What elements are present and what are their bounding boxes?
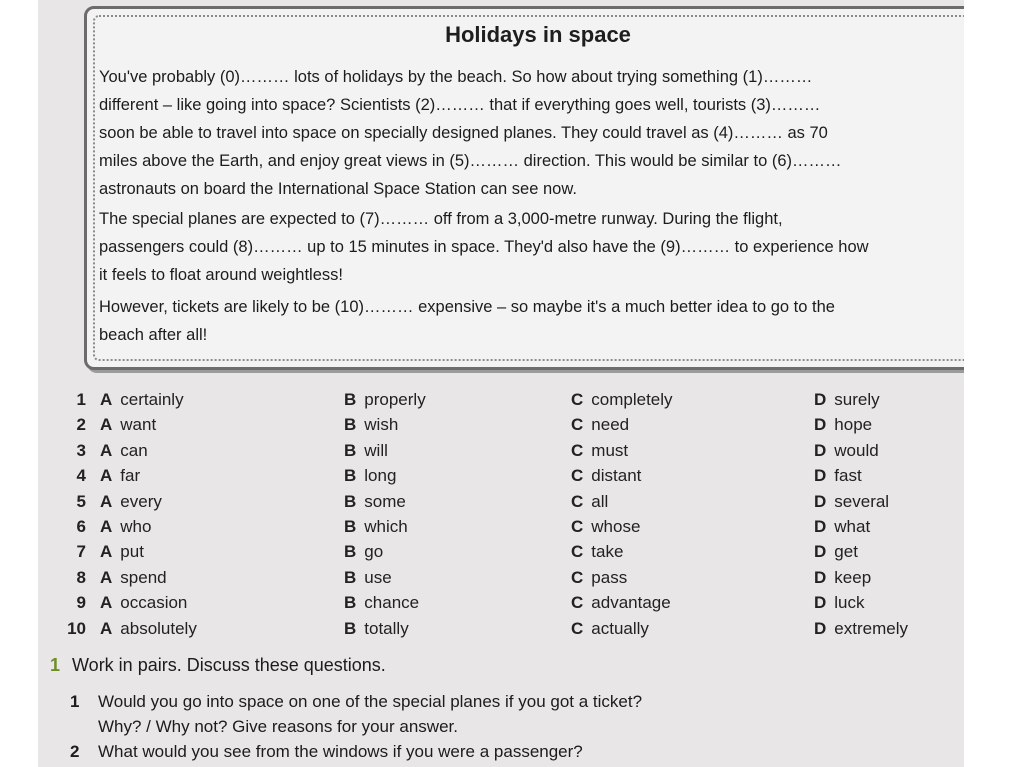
option-letter: D xyxy=(814,567,827,587)
option-word: properly xyxy=(364,390,426,409)
option-b xyxy=(344,619,409,639)
option-a xyxy=(100,466,140,486)
option-letter: B xyxy=(344,390,357,409)
question-text: Would you go into space on one of the special planes if you got a ticket? xyxy=(98,692,643,711)
option-row xyxy=(38,517,964,541)
paragraph-line: However, tickets are likely to be (10)……… expensive – so maybe it's a much better idea to go to the xyxy=(99,298,835,316)
option-letter: D xyxy=(814,466,827,486)
option-number: 5 xyxy=(76,491,86,511)
article-paragraph-1 xyxy=(99,63,979,203)
option-word: whose xyxy=(591,517,641,536)
option-b xyxy=(344,492,406,512)
paragraph-line: astronauts on board the International Space Station can see now. xyxy=(99,180,577,198)
option-word: go xyxy=(364,542,384,562)
paragraph-line: passengers could (8)……… up to 15 minutes in space. They'd also have the (9)……… to experience how xyxy=(99,238,869,256)
option-number: 8 xyxy=(76,567,86,587)
option-d xyxy=(814,619,908,639)
option-d xyxy=(814,390,880,410)
question-number: 1 xyxy=(70,692,80,711)
option-number: 4 xyxy=(76,466,86,486)
option-word: use xyxy=(364,567,392,587)
option-letter: B xyxy=(344,618,357,638)
option-b xyxy=(344,542,383,562)
option-letter: C xyxy=(571,567,584,587)
option-letter: C xyxy=(571,390,584,409)
option-c xyxy=(571,542,623,562)
option-word: certainly xyxy=(120,390,184,409)
option-word: keep xyxy=(834,567,872,587)
option-d xyxy=(814,517,870,537)
paragraph-line: beach after all! xyxy=(99,326,208,344)
option-a xyxy=(100,390,184,410)
option-a xyxy=(100,593,187,613)
option-row xyxy=(38,568,964,592)
option-c xyxy=(571,492,608,512)
option-d xyxy=(814,441,879,461)
option-d xyxy=(814,492,889,512)
option-row xyxy=(38,466,964,490)
option-letter: B xyxy=(344,415,357,435)
option-word: luck xyxy=(834,593,865,613)
option-word: occasion xyxy=(120,593,188,613)
paragraph-line: The special planes are expected to (7)……… off from a 3,000-metre runway. During the flight, xyxy=(99,210,783,228)
option-row xyxy=(38,593,964,617)
option-c xyxy=(571,619,649,639)
option-word: would xyxy=(834,440,879,460)
option-d xyxy=(814,593,865,613)
option-letter: A xyxy=(100,390,113,409)
option-letter: A xyxy=(100,593,113,613)
option-letter: B xyxy=(344,567,357,587)
option-number: 7 xyxy=(76,542,86,562)
option-letter: B xyxy=(344,517,357,536)
option-letter: C xyxy=(571,618,584,638)
option-word: can xyxy=(120,440,148,460)
option-number: 3 xyxy=(76,440,86,460)
option-word: chance xyxy=(364,593,420,613)
option-b xyxy=(344,593,419,613)
option-row xyxy=(38,441,964,465)
option-a xyxy=(100,517,151,537)
option-letter: D xyxy=(814,440,827,460)
task-heading xyxy=(50,655,386,676)
option-word: need xyxy=(591,415,630,435)
page-margin xyxy=(964,0,1024,767)
option-letter: D xyxy=(814,415,827,435)
option-letter: A xyxy=(100,440,113,460)
option-row xyxy=(38,542,964,566)
option-letter: C xyxy=(571,466,584,486)
option-row xyxy=(38,415,964,439)
option-letter: B xyxy=(344,593,357,613)
task-number: 1 xyxy=(50,655,61,675)
option-b xyxy=(344,415,398,435)
option-word: some xyxy=(364,491,406,511)
article-box xyxy=(84,6,992,370)
paragraph-line: You've probably (0)……… lots of holidays by the beach. So how about trying something (1)……… xyxy=(99,68,813,86)
option-letter: A xyxy=(100,567,113,587)
option-letter: C xyxy=(571,593,584,613)
option-word: far xyxy=(120,466,141,486)
option-word: several xyxy=(834,491,890,511)
option-letter: C xyxy=(571,491,584,511)
task-instruction: Work in pairs. Discuss these questions. xyxy=(72,655,386,675)
option-letter: C xyxy=(571,542,584,562)
option-letter: B xyxy=(344,542,357,562)
option-word: every xyxy=(120,491,162,511)
option-letter: D xyxy=(814,390,827,409)
discussion-question-2 xyxy=(70,742,583,762)
discussion-question-1-cont xyxy=(98,717,458,737)
option-word: hope xyxy=(834,415,873,435)
option-number: 10 xyxy=(67,618,86,638)
option-c xyxy=(571,466,641,486)
option-row xyxy=(38,390,964,414)
option-b xyxy=(344,517,408,537)
option-word: put xyxy=(120,542,144,562)
article-paragraph-2 xyxy=(99,205,979,289)
option-letter: C xyxy=(571,517,584,536)
option-word: will xyxy=(364,440,388,460)
option-a xyxy=(100,441,148,461)
option-b xyxy=(344,568,392,588)
option-a xyxy=(100,619,197,639)
option-letter: A xyxy=(100,491,113,511)
paragraph-line: different – like going into space? Scientists (2)……… that if everything goes well, tourists (3)……… xyxy=(99,96,821,114)
option-word: what xyxy=(834,517,871,536)
option-letter: D xyxy=(814,618,827,638)
option-c xyxy=(571,441,628,461)
option-a xyxy=(100,415,156,435)
option-a xyxy=(100,542,144,562)
option-letter: A xyxy=(100,618,113,638)
option-d xyxy=(814,415,872,435)
question-number: 2 xyxy=(70,742,80,761)
option-word: totally xyxy=(364,618,409,638)
option-number: 1 xyxy=(76,390,86,409)
option-letter: B xyxy=(344,440,357,460)
option-letter: A xyxy=(100,517,113,536)
option-b xyxy=(344,390,426,410)
option-row xyxy=(38,619,964,643)
question-text: Why? / Why not? Give reasons for your answer. xyxy=(98,717,458,736)
option-a xyxy=(100,568,167,588)
article-title: Holidays in space xyxy=(445,22,631,47)
paragraph-line: it feels to float around weightless! xyxy=(99,266,343,284)
option-word: long xyxy=(364,466,397,486)
article-paragraph-3 xyxy=(99,293,979,349)
option-number: 2 xyxy=(76,415,86,435)
option-b xyxy=(344,466,396,486)
option-d xyxy=(814,542,858,562)
option-number: 6 xyxy=(76,517,86,536)
option-letter: D xyxy=(814,542,827,562)
option-row xyxy=(38,492,964,516)
question-text: What would you see from the windows if you were a passenger? xyxy=(98,742,583,761)
option-word: must xyxy=(591,440,629,460)
option-letter: D xyxy=(814,491,827,511)
option-letter: A xyxy=(100,466,113,486)
option-word: extremely xyxy=(834,618,908,638)
option-word: take xyxy=(591,542,624,562)
option-word: surely xyxy=(834,390,880,409)
option-word: who xyxy=(120,517,152,536)
option-word: want xyxy=(120,415,157,435)
option-c xyxy=(571,593,671,613)
option-letter: C xyxy=(571,415,584,435)
option-d xyxy=(814,466,862,486)
option-b xyxy=(344,441,388,461)
option-letter: B xyxy=(344,466,357,486)
textbook-page xyxy=(38,0,964,767)
option-word: absolutely xyxy=(120,618,197,638)
option-word: completely xyxy=(591,390,673,409)
option-letter: D xyxy=(814,593,827,613)
option-number: 9 xyxy=(76,593,86,613)
option-d xyxy=(814,568,871,588)
option-word: actually xyxy=(591,618,649,638)
paragraph-line: miles above the Earth, and enjoy great views in (5)……… direction. This would be similar to (6)……… xyxy=(99,152,842,170)
option-c xyxy=(571,568,627,588)
option-letter: B xyxy=(344,491,357,511)
discussion-question-1 xyxy=(70,692,642,712)
option-c xyxy=(571,415,629,435)
option-word: spend xyxy=(120,567,167,587)
option-word: advantage xyxy=(591,593,671,613)
paragraph-line: soon be able to travel into space on specially designed planes. They could travel as (4)……… as 70 xyxy=(99,124,828,142)
option-word: which xyxy=(364,517,408,536)
option-letter: A xyxy=(100,415,113,435)
option-c xyxy=(571,390,673,410)
option-word: all xyxy=(591,491,609,511)
option-word: wish xyxy=(364,415,399,435)
option-letter: C xyxy=(571,440,584,460)
option-word: get xyxy=(834,542,858,562)
option-letter: D xyxy=(814,517,827,536)
option-word: distant xyxy=(591,466,642,486)
option-a xyxy=(100,492,162,512)
option-letter: A xyxy=(100,542,113,562)
option-word: pass xyxy=(591,567,628,587)
option-c xyxy=(571,517,640,537)
option-word: fast xyxy=(834,466,862,486)
